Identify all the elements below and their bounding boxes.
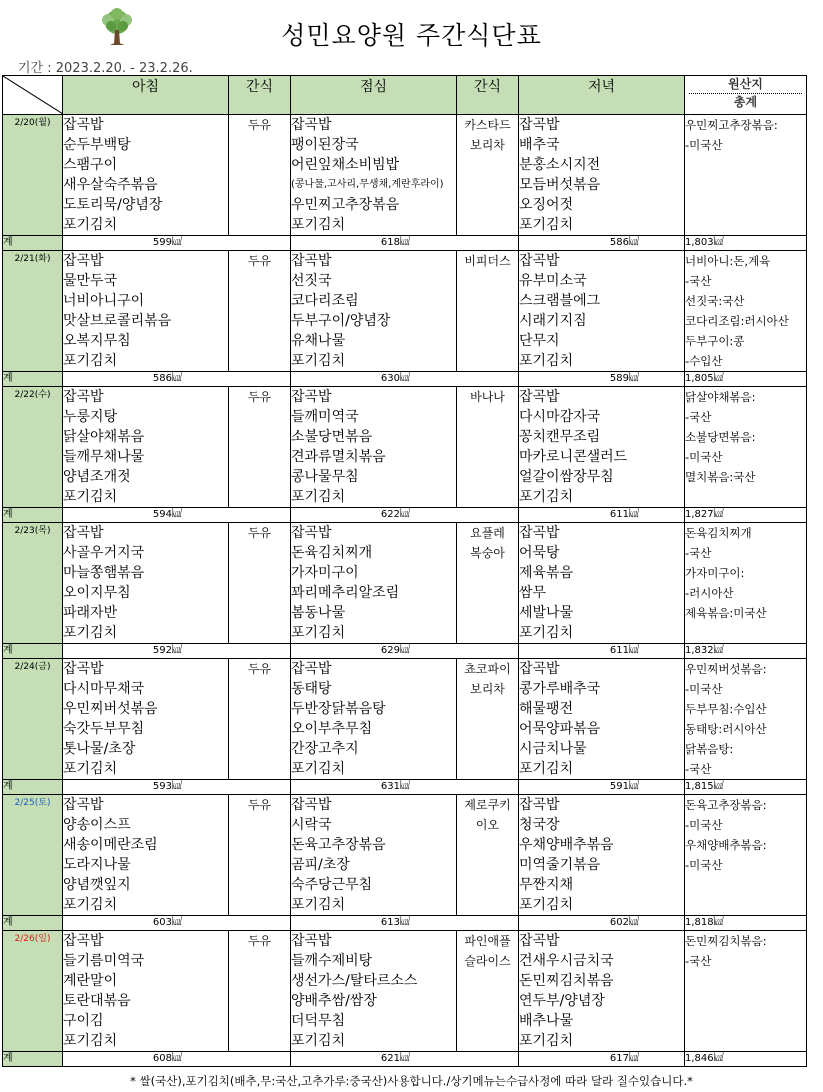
day-date: 2/20(월) — [3, 115, 63, 236]
breakfast-cell-item: 너비아니구이 — [63, 293, 145, 309]
breakfast-cell — [63, 251, 229, 372]
breakfast-cell-item: 누룽지탕 — [63, 409, 118, 425]
origin-cell — [685, 795, 807, 916]
lunch-kcal: 613㎉ — [291, 916, 519, 931]
snack-pm-cell-item: 요플레 — [470, 526, 505, 540]
breakfast-cell-item: 잡곡밥 — [63, 117, 104, 133]
snack-pm-cell-item: 바나나 — [470, 390, 505, 404]
breakfast-cell-item: 순두부백탕 — [63, 137, 131, 153]
dinner-cell-item: 잡곡밥 — [519, 117, 560, 133]
snack-am-cell-item: 두유 — [247, 526, 272, 540]
day-row — [3, 523, 807, 644]
lunch-kcal: 631㎉ — [291, 780, 519, 795]
origin-cell-item: 닭살야채볶음: — [685, 390, 756, 404]
lunch-cell-item: 어린잎채소비빔밥 — [291, 157, 400, 173]
snack-am-cell-item: 두유 — [247, 254, 272, 268]
dinner-cell-item: 포기김치 — [519, 353, 574, 369]
dinner-cell-item: 얼갈이쌈장무침 — [519, 469, 614, 485]
dinner-cell-item: 단무지 — [519, 333, 560, 349]
calorie-label: 계 — [3, 508, 63, 523]
origin-cell-item: 소불당면볶음: — [685, 430, 756, 444]
breakfast-cell-item: 우민찌버섯볶음 — [63, 701, 158, 717]
dinner-cell-item: 꽁치캔무조림 — [519, 429, 601, 445]
dinner-cell-item: 해물팽전 — [519, 701, 574, 717]
breakfast-cell-item: 포기김치 — [63, 625, 118, 641]
lunch-cell-item: 잡곡밥 — [291, 933, 332, 949]
snack-pm-cell-item: 카스타드 — [464, 118, 511, 132]
dinner-cell-item: 포기김치 — [519, 761, 574, 777]
dinner-cell-item: 잡곡밥 — [519, 797, 560, 813]
calorie-label: 계 — [3, 1052, 63, 1067]
lunch-cell-item: 가자미구이 — [291, 565, 359, 581]
origin-cell-item: 멸치볶음:국산 — [685, 470, 756, 484]
origin-cell — [685, 251, 807, 372]
snack-am-cell-item: 두유 — [247, 662, 272, 676]
calorie-label: 계 — [3, 780, 63, 795]
snack-am-cell — [229, 115, 291, 236]
lunch-cell-item: 잡곡밥 — [291, 389, 332, 405]
lunch-cell — [291, 251, 457, 372]
breakfast-cell-item: 새우살숙주볶음 — [63, 177, 158, 193]
calorie-row — [3, 508, 807, 523]
breakfast-cell-item: 포기김치 — [63, 897, 118, 913]
origin-cell-item: 돈육고추장볶음: — [685, 798, 767, 812]
snack-am-cell — [229, 251, 291, 372]
dinner-cell-item: 배추나물 — [519, 1013, 574, 1029]
dinner-kcal: 611㎉ — [519, 508, 685, 523]
dinner-cell-item: 잡곡밥 — [519, 253, 560, 269]
lunch-cell-item: 포기김치 — [291, 625, 346, 641]
breakfast-cell-item: 맛살브로콜리볶음 — [63, 313, 172, 329]
lunch-cell-item: 포기김치 — [291, 897, 346, 913]
breakfast-kcal: 593㎉ — [63, 780, 291, 795]
snack-pm-cell — [457, 387, 519, 508]
lunch-cell — [291, 659, 457, 780]
breakfast-cell-item: 다시마무채국 — [63, 681, 145, 697]
total-kcal: 1,818㎉ — [685, 916, 807, 931]
origin-cell-item: -미국산 — [685, 138, 723, 152]
origin-cell — [685, 523, 807, 644]
calorie-label: 계 — [3, 372, 63, 387]
lunch-cell-item: 포기김치 — [291, 353, 346, 369]
weekly-menu-table — [2, 75, 807, 1067]
origin-cell-item: -수입산 — [685, 354, 723, 368]
lunch-cell-item: 유채나물 — [291, 333, 346, 349]
snack-pm-cell — [457, 931, 519, 1052]
origin-cell-item: 두부구이:콩 — [685, 334, 745, 348]
dinner-cell-item: 포기김치 — [519, 217, 574, 233]
origin-cell — [685, 659, 807, 780]
breakfast-cell-item: 파래자반 — [63, 605, 118, 621]
breakfast-kcal: 603㎉ — [63, 916, 291, 931]
calorie-row — [3, 916, 807, 931]
snack-am-cell-item: 두유 — [247, 118, 272, 132]
lunch-cell-item: 들깨미역국 — [291, 409, 359, 425]
origin-cell-item: -국산 — [685, 762, 712, 776]
breakfast-cell — [63, 931, 229, 1052]
dinner-cell-item: 잡곡밥 — [519, 661, 560, 677]
dinner-cell-item: 포기김치 — [519, 489, 574, 505]
origin-cell-item: 선짓국:국산 — [685, 294, 745, 308]
snack-pm-cell — [457, 659, 519, 780]
col-snack-pm: 간식 — [457, 76, 519, 115]
total-kcal: 1,815㎉ — [685, 780, 807, 795]
breakfast-cell-item: 포기김치 — [63, 353, 118, 369]
dinner-cell-item: 어묵양파볶음 — [519, 721, 601, 737]
breakfast-cell-item: 잡곡밥 — [63, 933, 104, 949]
breakfast-cell — [63, 659, 229, 780]
lunch-cell-item: 오이부추무침 — [291, 721, 373, 737]
col-origin — [685, 76, 807, 115]
dinner-cell-item: 돈민찌김치볶음 — [519, 973, 614, 989]
dinner-cell-item: 분홍소시지전 — [519, 157, 601, 173]
origin-cell-item: 우민찌버섯볶음: — [685, 662, 767, 676]
dinner-cell-item: 콩가루배추국 — [519, 681, 601, 697]
dinner-cell-item: 청국장 — [519, 817, 560, 833]
dinner-kcal: 617㎉ — [519, 1052, 685, 1067]
breakfast-cell-item: 오이지무침 — [63, 585, 131, 601]
lunch-cell-item: 소불당면볶음 — [291, 429, 373, 445]
page-title: 성민요양원 주간식단표 — [281, 21, 542, 50]
lunch-cell-item: 두부구이/양념장 — [291, 313, 391, 329]
lunch-cell-item: 두반장닭볶음탕 — [291, 701, 386, 717]
day-row — [3, 795, 807, 916]
snack-am-cell — [229, 795, 291, 916]
dinner-kcal: 586㎉ — [519, 236, 685, 251]
origin-cell-item: -국산 — [685, 410, 712, 424]
dinner-cell-item: 포기김치 — [519, 897, 574, 913]
origin-cell-item: 제육볶음:미국산 — [685, 606, 767, 620]
breakfast-kcal: 592㎉ — [63, 644, 291, 659]
corner-cell — [3, 76, 63, 115]
lunch-kcal: 629㎉ — [291, 644, 519, 659]
dinner-cell-item: 포기김치 — [519, 1033, 574, 1049]
title-area — [0, 0, 823, 55]
breakfast-kcal: 599㎉ — [63, 236, 291, 251]
origin-cell-item: -미국산 — [685, 450, 723, 464]
lunch-cell-item: 견과류멸치볶음 — [291, 449, 386, 465]
dinner-cell-item: 우채양배추볶음 — [519, 837, 614, 853]
lunch-cell — [291, 387, 457, 508]
origin-cell-item: 돈육김치찌개 — [685, 526, 752, 540]
dinner-cell — [519, 659, 685, 780]
lunch-cell — [291, 115, 457, 236]
dinner-cell-item: 스크램블에그 — [519, 293, 601, 309]
day-row — [3, 251, 807, 372]
day-date: 2/21(화) — [3, 251, 63, 372]
snack-pm-cell-item: 슬라이스 — [464, 954, 511, 968]
dinner-cell-item: 제육볶음 — [519, 565, 574, 581]
snack-am-cell-item: 두유 — [247, 798, 272, 812]
origin-cell-item: 두부무침:수입산 — [685, 702, 767, 716]
dinner-kcal: 591㎉ — [519, 780, 685, 795]
origin-cell — [685, 931, 807, 1052]
dinner-cell-item: 배추국 — [519, 137, 560, 153]
lunch-kcal: 630㎉ — [291, 372, 519, 387]
lunch-cell-item: 봄동나물 — [291, 605, 346, 621]
lunch-cell-item: 양배추쌈/쌈장 — [291, 993, 377, 1009]
snack-pm-cell-item: 보리차 — [470, 682, 505, 696]
snack-am-cell — [229, 659, 291, 780]
origin-cell-item: -미국산 — [685, 858, 723, 872]
breakfast-cell-item: 포기김치 — [63, 1033, 118, 1049]
dinner-kcal: 602㎉ — [519, 916, 685, 931]
snack-am-cell-item: 두유 — [247, 390, 272, 404]
origin-cell-item: 닭볶음탕: — [685, 742, 734, 756]
dinner-cell-item: 세발나물 — [519, 605, 574, 621]
day-row — [3, 659, 807, 780]
calorie-row — [3, 236, 807, 251]
breakfast-cell-item: 토란대볶음 — [63, 993, 131, 1009]
snack-pm-cell — [457, 251, 519, 372]
breakfast-cell-item: 새송이메란조림 — [63, 837, 158, 853]
breakfast-cell-item: 계란말이 — [63, 973, 118, 989]
breakfast-cell — [63, 523, 229, 644]
day-date: 2/26(일) — [3, 931, 63, 1052]
breakfast-cell-item: 구이김 — [63, 1013, 104, 1029]
breakfast-cell-item: 도토리묵/양념장 — [63, 197, 163, 213]
lunch-cell-item: 잡곡밥 — [291, 117, 332, 133]
dinner-cell-item: 다시마감자국 — [519, 409, 601, 425]
lunch-cell-item: 포기김치 — [291, 761, 346, 777]
dinner-cell-item: 연두부/양념장 — [519, 993, 605, 1009]
calorie-label: 계 — [3, 644, 63, 659]
lunch-kcal: 618㎉ — [291, 236, 519, 251]
dinner-cell-item: 쌈무 — [519, 585, 547, 601]
breakfast-cell-item: 오복지무침 — [63, 333, 131, 349]
origin-cell-item: 돈민찌김치볶음: — [685, 934, 767, 948]
breakfast-cell-item: 잡곡밥 — [63, 797, 104, 813]
lunch-cell-item: 더덕무침 — [291, 1013, 346, 1029]
breakfast-cell-item: 양념조개젓 — [63, 469, 131, 485]
origin-cell-item: -국산 — [685, 546, 712, 560]
col-dinner: 저녁 — [519, 76, 685, 115]
breakfast-kcal: 608㎉ — [63, 1052, 291, 1067]
snack-pm-cell-item: 제로쿠키 — [464, 798, 511, 812]
lunch-cell-item: (콩나물,고사리,무생채,계란후라이) — [291, 179, 444, 190]
lunch-cell-item: 곰피/초장 — [291, 857, 350, 873]
dinner-cell — [519, 251, 685, 372]
lunch-cell-item: 포기김치 — [291, 1033, 346, 1049]
total-kcal: 1,803㎉ — [685, 236, 807, 251]
dinner-kcal: 611㎉ — [519, 644, 685, 659]
snack-pm-cell — [457, 115, 519, 236]
dinner-cell — [519, 795, 685, 916]
day-row — [3, 115, 807, 236]
breakfast-kcal: 586㎉ — [63, 372, 291, 387]
snack-pm-cell-item: 이오 — [475, 818, 500, 832]
lunch-cell-item: 돈육고추장볶음 — [291, 837, 386, 853]
lunch-cell-item: 포기김치 — [291, 489, 346, 505]
calorie-row — [3, 644, 807, 659]
breakfast-cell-item: 스팸구이 — [63, 157, 118, 173]
dinner-cell-item: 오징어젓 — [519, 197, 574, 213]
snack-am-cell — [229, 931, 291, 1052]
breakfast-cell — [63, 115, 229, 236]
origin-cell-item: -미국산 — [685, 818, 723, 832]
lunch-kcal: 622㎉ — [291, 508, 519, 523]
dinner-cell-item: 포기김치 — [519, 625, 574, 641]
origin-cell-item: -러시아산 — [685, 586, 734, 600]
lunch-cell-item: 우민찌고추장볶음 — [291, 197, 400, 213]
breakfast-cell-item: 물만두국 — [63, 273, 118, 289]
origin-cell-item: -미국산 — [685, 682, 723, 696]
dinner-kcal: 589㎉ — [519, 372, 685, 387]
origin-cell — [685, 115, 807, 236]
lunch-cell-item: 돈육김치찌개 — [291, 545, 373, 561]
breakfast-cell-item: 양념깻잎지 — [63, 877, 131, 893]
col-lunch: 점심 — [291, 76, 457, 115]
calorie-label: 계 — [3, 236, 63, 251]
dinner-cell — [519, 387, 685, 508]
lunch-cell-item: 팽이된장국 — [291, 137, 359, 153]
total-kcal: 1,846㎉ — [685, 1052, 807, 1067]
dinner-cell — [519, 523, 685, 644]
snack-am-cell-item: 두유 — [247, 934, 272, 948]
origin-cell-item: 가자미구이: — [685, 566, 745, 580]
header-row — [3, 76, 807, 115]
origin-cell — [685, 387, 807, 508]
origin-header: 원산지 — [689, 76, 802, 94]
breakfast-cell-item: 포기김치 — [63, 761, 118, 777]
calorie-row — [3, 1052, 807, 1067]
dinner-cell-item: 시래기지짐 — [519, 313, 587, 329]
period-label: 기간 : 2023.2.20. - 23.2.26. — [18, 61, 193, 76]
lunch-cell — [291, 795, 457, 916]
day-date: 2/25(토) — [3, 795, 63, 916]
lunch-cell-item: 동태탕 — [291, 681, 332, 697]
lunch-cell-item: 콩나물무침 — [291, 469, 359, 485]
calorie-row — [3, 372, 807, 387]
dinner-cell-item: 어묵탕 — [519, 545, 560, 561]
dinner-cell-item: 잡곡밥 — [519, 525, 560, 541]
snack-pm-cell — [457, 523, 519, 644]
breakfast-cell-item: 사골우거지국 — [63, 545, 145, 561]
lunch-cell — [291, 523, 457, 644]
snack-am-cell — [229, 387, 291, 508]
total-kcal: 1,832㎉ — [685, 644, 807, 659]
breakfast-cell-item: 포기김치 — [63, 489, 118, 505]
total-header: 총계 — [733, 95, 758, 109]
snack-pm-cell-item: 파인애플 — [464, 934, 511, 948]
calorie-label: 계 — [3, 916, 63, 931]
footer-note: * 쌀(국산),포기김치(배추,무:국산,고추가루:중국산)사용합니다./상기메뉴는수급사정에 따라 달라 질수있습니다.* — [130, 1074, 693, 1088]
breakfast-cell-item: 잡곡밥 — [63, 661, 104, 677]
dinner-cell-item: 잡곡밥 — [519, 933, 560, 949]
breakfast-cell-item: 잡곡밥 — [63, 389, 104, 405]
day-date: 2/23(목) — [3, 523, 63, 644]
dinner-cell-item: 시금치나물 — [519, 741, 587, 757]
day-row — [3, 931, 807, 1052]
origin-cell-item: 우민찌고추장볶음: — [685, 118, 778, 132]
breakfast-cell-item: 들기름미역국 — [63, 953, 145, 969]
dinner-cell — [519, 115, 685, 236]
lunch-cell-item: 잡곡밥 — [291, 525, 332, 541]
breakfast-kcal: 594㎉ — [63, 508, 291, 523]
lunch-cell-item: 숙주당근무침 — [291, 877, 373, 893]
origin-cell-item: 동태탕:러시아산 — [685, 722, 767, 736]
dinner-cell-item: 미역줄기볶음 — [519, 857, 601, 873]
origin-cell-item: -국산 — [685, 274, 712, 288]
breakfast-cell-item: 닭살야채볶음 — [63, 429, 145, 445]
lunch-cell-item: 꽈리메추리알조림 — [291, 585, 400, 601]
lunch-cell-item: 들깨수제비탕 — [291, 953, 373, 969]
dinner-cell-item: 모듬버섯볶음 — [519, 177, 601, 193]
lunch-cell-item: 포기김치 — [291, 217, 346, 233]
dinner-cell-item: 건새우시금치국 — [519, 953, 614, 969]
lunch-cell-item: 선짓국 — [291, 273, 332, 289]
snack-pm-cell — [457, 795, 519, 916]
lunch-cell-item: 시락국 — [291, 817, 332, 833]
dinner-cell-item: 유부미소국 — [519, 273, 587, 289]
col-snack-am: 간식 — [229, 76, 291, 115]
snack-pm-cell-item: 보리차 — [470, 138, 505, 152]
breakfast-cell-item: 도라지나물 — [63, 857, 131, 873]
lunch-cell-item: 잡곡밥 — [291, 661, 332, 677]
lunch-cell-item: 잡곡밥 — [291, 797, 332, 813]
day-row — [3, 387, 807, 508]
day-date: 2/24(금) — [3, 659, 63, 780]
lunch-cell — [291, 931, 457, 1052]
origin-cell-item: 우채양배추볶음: — [685, 838, 767, 852]
dinner-cell-item: 무짠지채 — [519, 877, 574, 893]
breakfast-cell-item: 들깨무채나물 — [63, 449, 145, 465]
breakfast-cell-item: 톳나물/초장 — [63, 741, 136, 757]
origin-cell-item: 너비아니:돈,계육 — [685, 254, 771, 268]
origin-cell-item: -국산 — [685, 954, 712, 968]
lunch-kcal: 621㎉ — [291, 1052, 519, 1067]
snack-am-cell — [229, 523, 291, 644]
breakfast-cell-item: 잡곡밥 — [63, 525, 104, 541]
breakfast-cell-item: 포기김치 — [63, 217, 118, 233]
day-date: 2/22(수) — [3, 387, 63, 508]
breakfast-cell-item: 숙갓두부무침 — [63, 721, 145, 737]
lunch-cell-item: 코다리조림 — [291, 293, 359, 309]
breakfast-cell — [63, 795, 229, 916]
total-kcal: 1,827㎉ — [685, 508, 807, 523]
total-kcal: 1,805㎉ — [685, 372, 807, 387]
calorie-row — [3, 780, 807, 795]
origin-cell-item: 코다리조림:러시아산 — [685, 314, 789, 328]
lunch-cell-item: 잡곡밥 — [291, 253, 332, 269]
dinner-cell-item: 잡곡밥 — [519, 389, 560, 405]
snack-pm-cell-item: 쵸코파이 — [464, 662, 511, 676]
breakfast-cell-item: 잡곡밥 — [63, 253, 104, 269]
snack-pm-cell-item: 복숭아 — [470, 546, 505, 560]
snack-pm-cell-item: 비피더스 — [464, 254, 511, 268]
breakfast-cell-item: 양송이스프 — [63, 817, 131, 833]
lunch-cell-item: 간장고추지 — [291, 741, 359, 757]
breakfast-cell-item: 마늘쫑햄볶음 — [63, 565, 145, 581]
breakfast-cell — [63, 387, 229, 508]
dinner-cell — [519, 931, 685, 1052]
dinner-cell-item: 마카로니콘샐러드 — [519, 449, 628, 465]
col-breakfast: 아침 — [63, 76, 229, 115]
lunch-cell-item: 생선가스/탈타르소스 — [291, 973, 418, 989]
